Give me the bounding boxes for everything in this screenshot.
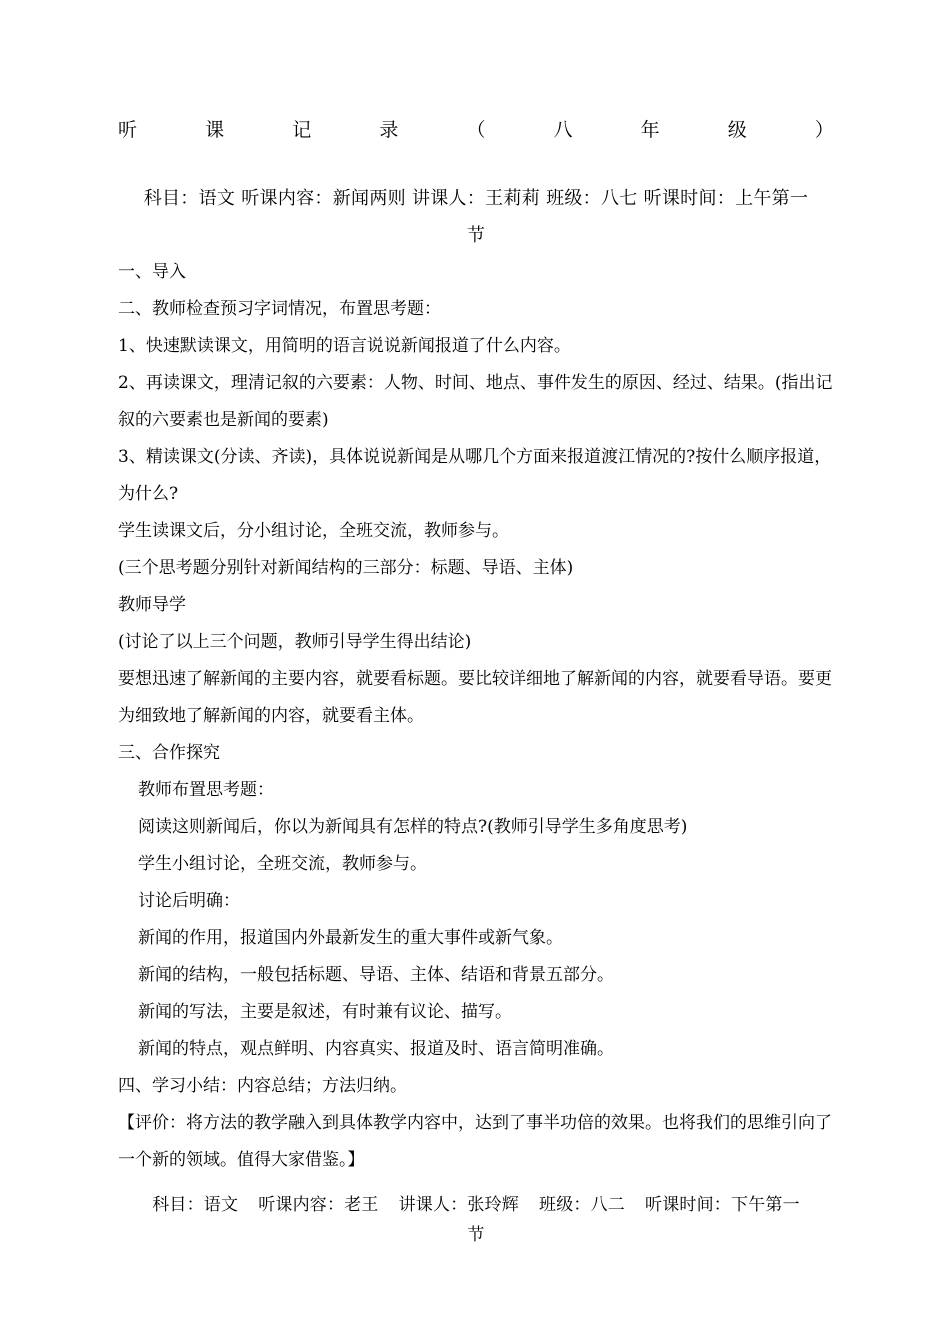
- section-heading: 三、合作探究: [118, 743, 220, 763]
- section-heading: 四、学习小结：内容总结；方法归纳。: [118, 1076, 407, 1096]
- lesson-record-body: [118, 254, 834, 1179]
- paragraph: 新闻的结构，一般包括标题、导语、主体、结语和背景五部分。: [138, 965, 614, 985]
- paragraph: 2、再读课文，理清记叙的六要素：人物、时间、地点、事件发生的原因、经过、结果。(指出记叙的六要素也是新闻的要素): [118, 373, 833, 430]
- document-title: [118, 116, 834, 144]
- title-char: （: [466, 119, 486, 141]
- paragraph: 阅读这则新闻后，你以为新闻具有怎样的特点?(教师引导学生多角度思考): [138, 817, 688, 837]
- info-field: 班级：八二: [539, 1195, 625, 1215]
- paragraph: 新闻的特点，观点鲜明、内容真实、报道及时、语言简明准确。: [138, 1039, 614, 1059]
- paragraph: 讨论后明确：: [138, 891, 240, 911]
- section-heading: 一、导入: [118, 262, 186, 282]
- paragraph: 新闻的作用，报道国内外最新发生的重大事件或新气象。: [138, 928, 563, 948]
- info-field: 听课内容：老王: [258, 1195, 379, 1215]
- paragraph: 教师布置思考题：: [138, 780, 274, 800]
- paragraph: 1、快速默读课文，用简明的语言说说新闻报道了什么内容。: [118, 336, 571, 356]
- title-char: 年: [640, 119, 660, 141]
- lesson-info-line: 科目：语文 听课内容：新闻两则 讲课人：王莉莉 班级：八七 听课时间：上午第一: [143, 188, 809, 209]
- paragraph: 新闻的写法，主要是叙述，有时兼有议论、描写。: [138, 1002, 512, 1022]
- info-field: 讲课人：张玲辉: [398, 1195, 519, 1215]
- section-heading: 二、教师检查预习字词情况，布置思考题：: [118, 299, 441, 319]
- paragraph: 学生读课文后，分小组讨论，全班交流，教师参与。: [118, 521, 509, 541]
- lesson-info-1: [118, 180, 834, 254]
- lesson-info-line: 节: [466, 225, 486, 246]
- evaluation: 【评价：将方法的教学融入到具体教学内容中，达到了事半功倍的效果。也将我们的思维引向了一个新的领域。值得大家借鉴。】: [118, 1113, 832, 1170]
- title-char: 录: [379, 119, 399, 141]
- title-char: ）: [814, 119, 834, 141]
- title-char: 听: [118, 119, 138, 141]
- paragraph: (讨论了以上三个问题，教师引导学生得出结论): [118, 632, 472, 652]
- lesson-info-line: [118, 1190, 834, 1220]
- info-field: 科目：语文: [152, 1195, 239, 1215]
- title-char: 八: [553, 119, 573, 141]
- lesson-info-line: 节: [467, 1225, 485, 1245]
- title-char: 记: [292, 119, 312, 141]
- paragraph: 学生小组讨论，全班交流，教师参与。: [138, 854, 427, 874]
- paragraph: (三个思考题分别针对新闻结构的三部分：标题、导语、主体): [118, 558, 574, 578]
- paragraph: 教师导学: [118, 595, 186, 615]
- title-char: 级: [727, 119, 747, 141]
- paragraph: 要想迅速了解新闻的主要内容，就要看标题。要比较详细地了解新闻的内容，就要看导语。要更为细致地了解新闻的内容，就要看主体。: [118, 669, 832, 726]
- lesson-info-2: [118, 1190, 834, 1250]
- paragraph: 3、精读课文(分读、齐读)，具体说说新闻是从哪几个方面来报道渡江情况的?按什么顺序报道，为什么?: [118, 447, 832, 504]
- title-char: 课: [205, 119, 225, 141]
- info-field: 听课时间：下午第一: [645, 1195, 800, 1215]
